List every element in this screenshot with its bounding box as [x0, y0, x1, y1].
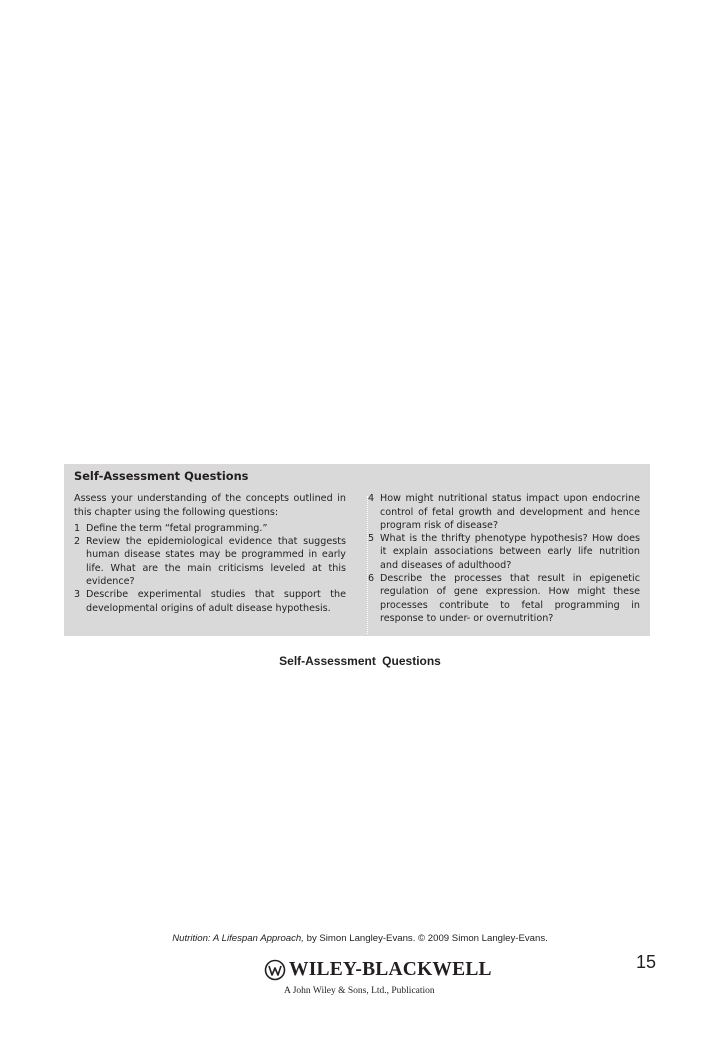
question-number: 6 [368, 573, 375, 585]
box-title: Self-Assessment Questions [74, 469, 249, 483]
publisher-line: A John Wiley & Sons, Ltd., Publication [284, 986, 435, 996]
question-item [74, 588, 346, 615]
wiley-emblem-icon [264, 959, 286, 981]
intro-text: Assess your understanding of the concepts outlined in this chapter using the following questions: [74, 493, 346, 518]
column-divider [367, 496, 368, 634]
question-columns [74, 492, 640, 625]
left-column [74, 492, 346, 625]
right-column [368, 492, 640, 625]
question-item [74, 535, 346, 588]
citation [0, 933, 720, 944]
question-item [74, 522, 346, 535]
question-text: Review the epidemiological evidence that suggests human disease states may be programmed in early life. What are the main criticisms leveled at this evidence? [86, 536, 346, 588]
question-item [368, 572, 640, 625]
question-number: 5 [368, 533, 375, 545]
question-item [368, 532, 640, 572]
box-caption: Self-Assessment Questions [279, 654, 441, 668]
publisher-logo [264, 958, 492, 982]
page-number: 15 [636, 952, 657, 972]
question-text: What is the thrifty phenotype hypothesis? How does it explain associations between early life nutrition and diseases of adulthood? [380, 533, 640, 571]
self-assessment-box [64, 464, 650, 636]
book-title: Nutrition: A Lifespan Approach, [172, 933, 304, 944]
question-text: Describe experimental studies that support the developmental origins of adult disease hypothesis. [86, 589, 346, 614]
question-number: 3 [74, 589, 81, 601]
question-item [368, 492, 640, 532]
question-text: Define the term “fetal programming.” [86, 522, 268, 534]
question-number: 4 [368, 493, 375, 505]
question-number: 2 [74, 536, 81, 548]
question-number: 1 [74, 522, 81, 534]
question-text: How might nutritional status impact upon endocrine control of fetal growth and development and hence program risk of disease? [380, 493, 640, 531]
question-text: Describe the processes that result in epigenetic regulation of gene expression. How might these processes contribute to fetal programming in response to under- or overnutrition? [380, 573, 640, 624]
citation-rest: by Simon Langley-Evans. © 2009 Simon Langley-Evans. [303, 933, 548, 944]
logo-wordmark: WILEY-BLACKWELL [289, 959, 492, 980]
